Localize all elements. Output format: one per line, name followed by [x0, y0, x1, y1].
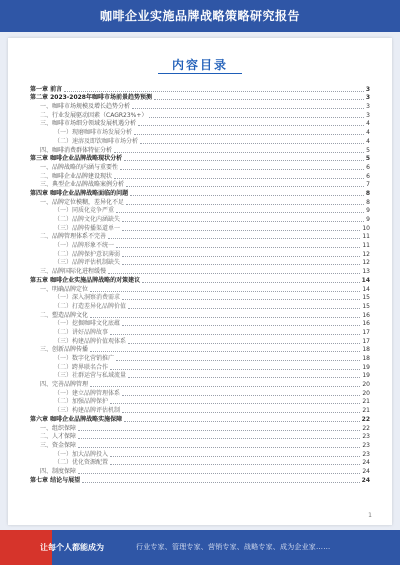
- toc-leader-dots: [82, 482, 360, 483]
- toc-entry-page: 12: [362, 259, 370, 267]
- toc-entry-page: 23: [362, 433, 370, 441]
- toc-entry-page: 17: [362, 328, 370, 336]
- toc-leader-dots: [78, 473, 360, 474]
- toc-entry[interactable]: [30, 467, 370, 476]
- toc-leader-dots: [122, 230, 360, 231]
- footer-slogan: 让每个人都能成为: [40, 543, 104, 552]
- toc-entry-title: 一、咖啡市场规模及增长趋势分析: [40, 103, 131, 111]
- toc-entry[interactable]: [30, 102, 370, 111]
- toc-leader-dots: [122, 256, 360, 257]
- toc-entry-page: 24: [362, 467, 370, 475]
- toc-leader-dots: [122, 325, 360, 326]
- toc-entry[interactable]: [30, 398, 370, 407]
- toc-entry-page: 4: [366, 137, 370, 145]
- toc-entry-title: 三、创新品牌传播: [40, 346, 89, 354]
- toc-entry-title: （三）构建品牌价值观体系: [54, 337, 127, 345]
- toc-entry-page: 14: [361, 276, 370, 284]
- toc-entry[interactable]: [30, 146, 370, 155]
- toc-entry-title: （二）跨界联名合作: [54, 363, 109, 371]
- toc-entry-page: 16: [362, 320, 370, 328]
- toc-entry-title: 二、品牌管理体系不完善: [40, 233, 107, 241]
- toc-entry-page: 15: [362, 302, 370, 310]
- toc-entry[interactable]: [30, 198, 370, 207]
- toc-entry-title: 第四章 咖啡企业品牌战略面临的问题: [30, 189, 129, 197]
- toc-leader-dots: [114, 178, 364, 179]
- toc-entry-page: 20: [362, 381, 370, 389]
- toc-leader-dots: [122, 299, 360, 300]
- toc-entry-page: 3: [365, 94, 370, 102]
- toc-leader-dots: [124, 421, 360, 422]
- toc-entry[interactable]: [30, 328, 370, 337]
- toc-leader-dots: [138, 125, 364, 126]
- toc-entry-title: 二、人才保障: [40, 433, 77, 441]
- toc-entry-page: 17: [362, 337, 370, 345]
- toc-entry[interactable]: [30, 276, 370, 285]
- toc-entry-page: 3: [366, 103, 370, 111]
- toc-leader-dots: [110, 464, 360, 465]
- footer-bar: [0, 530, 400, 565]
- toc-entry[interactable]: [30, 163, 370, 172]
- toc-entry-title: 四、咖啡消费群体特征分析: [40, 146, 113, 154]
- toc-entry[interactable]: [30, 389, 370, 398]
- toc-leader-dots: [90, 351, 360, 352]
- toc-entry-title: （二）品牌文化内涵缺失: [54, 216, 121, 223]
- toc-entry-page: 18: [362, 346, 370, 354]
- toc-entry-page: 13: [362, 268, 370, 276]
- report-title: 咖啡企业实施品牌战略策略研究报告: [99, 9, 300, 23]
- toc-entry-page: 19: [362, 372, 370, 380]
- toc-leader-dots: [78, 438, 360, 439]
- toc-entry-title: （一）同质化竞争严重: [54, 207, 115, 215]
- toc-leader-dots: [110, 456, 360, 457]
- toc-leader-dots: [128, 377, 360, 378]
- toc-leader-dots: [110, 334, 360, 335]
- toc-entry-title: （二）速溶及即饮咖啡市场分析: [54, 137, 139, 145]
- toc-entry-page: 21: [362, 407, 370, 415]
- toc-entry[interactable]: [30, 354, 370, 363]
- toc-entry[interactable]: [30, 189, 370, 198]
- toc-entry[interactable]: [30, 433, 370, 442]
- toc-entry-page: 22: [362, 424, 370, 432]
- toc-entry-title: （三）品牌评估机制缺失: [54, 259, 121, 267]
- toc-entry-title: 一、品牌定位模糊，差异化不足: [40, 198, 125, 206]
- toc-entry-title: 一、组织保障: [40, 424, 77, 432]
- toc-leader-dots: [122, 395, 360, 396]
- header-bar: [0, 0, 400, 32]
- toc-entry-page: 11: [362, 233, 370, 241]
- toc-entry[interactable]: [30, 450, 370, 459]
- toc-entry[interactable]: [30, 137, 370, 146]
- toc-leader-dots: [124, 160, 364, 161]
- toc-entry-title: 二、行业发展驱动因素（CAGR23%+）: [40, 111, 148, 119]
- toc-entry-page: 19: [362, 363, 370, 371]
- toc-leader-dots: [132, 108, 364, 109]
- toc-entry-page: 18: [362, 355, 370, 362]
- toc-entry[interactable]: [30, 233, 370, 242]
- toc-entry[interactable]: [30, 459, 370, 468]
- toc-leader-dots: [128, 308, 360, 309]
- toc-entry[interactable]: [30, 224, 370, 233]
- toc-entry-title: 三、品牌国际化进程缓慢: [40, 268, 107, 276]
- toc-leader-dots: [149, 117, 364, 118]
- toc-entry[interactable]: [30, 111, 370, 120]
- toc-entry[interactable]: [30, 406, 370, 415]
- toc-entry-title: （三）构建品牌评估机制: [54, 407, 121, 415]
- toc-leader-dots: [120, 169, 364, 170]
- toc-leader-dots: [154, 99, 364, 100]
- toc-entry-page: 21: [362, 398, 370, 406]
- footer-tagline: 行业专家、管理专家、营销专家、战略专家、成为企业家……: [136, 543, 331, 551]
- toc-entry-page: 16: [362, 311, 370, 319]
- toc-entry-title: 三、典型企业品牌战略案例分析: [40, 181, 125, 189]
- toc-leader-dots: [78, 447, 360, 448]
- toc-entry-page: 4: [366, 120, 370, 128]
- toc-entry-page: 6: [366, 172, 370, 180]
- toc-leader-dots: [108, 238, 360, 239]
- toc-entry-title: （一）现磨咖啡市场发展分析: [54, 129, 133, 137]
- toc-leader-dots: [90, 291, 360, 292]
- toc-leader-dots: [78, 430, 360, 431]
- toc-entry-title: （一）挖掘咖啡文化底蕴: [54, 320, 121, 328]
- toc-entry[interactable]: [30, 285, 370, 294]
- document-page: [8, 38, 392, 525]
- toc-entry[interactable]: [30, 181, 370, 190]
- toc-entry[interactable]: [30, 476, 370, 485]
- toc-entry-page: 9: [366, 216, 370, 223]
- toc-leader-dots: [110, 403, 360, 404]
- toc-entry[interactable]: [30, 207, 370, 216]
- toc-entry-page: 8: [365, 189, 370, 197]
- toc-entry-title: （二）品牌保护意识薄弱: [54, 250, 121, 258]
- toc-leader-dots: [114, 152, 364, 153]
- toc-entry[interactable]: [30, 415, 370, 424]
- toc-entry-title: （一）建立品牌管理体系: [54, 389, 121, 397]
- toc-entry[interactable]: [30, 172, 370, 181]
- toc-leader-dots: [142, 282, 360, 283]
- toc-leader-dots: [108, 273, 360, 274]
- toc-entry-title: 第七章 结论与展望: [30, 476, 81, 484]
- toc-entry[interactable]: [30, 302, 370, 311]
- toc-leader-dots: [90, 317, 360, 318]
- toc-entry[interactable]: [30, 85, 370, 94]
- toc-leader-dots: [126, 204, 364, 205]
- toc-entry[interactable]: [30, 424, 370, 433]
- toc-entry-title: 第六章 咖啡企业品牌战略实施保障: [30, 415, 123, 423]
- toc-leader-dots: [116, 247, 360, 248]
- toc-entry-title: （一）数字化营销推广: [54, 355, 115, 362]
- toc-entry[interactable]: [30, 441, 370, 450]
- toc-leader-dots: [134, 134, 364, 135]
- toc-entry-page: 3: [366, 111, 370, 119]
- toc-entry[interactable]: [30, 241, 370, 250]
- toc-entry-title: 四、制度保障: [40, 467, 77, 475]
- toc-leader-dots: [64, 91, 364, 92]
- toc-entry-title: （二）讲好品牌故事: [54, 328, 109, 336]
- toc-entry-title: 三、咖啡市场细分领域发展机遇分析: [40, 120, 137, 128]
- table-of-contents: [30, 85, 370, 485]
- toc-entry-title: （二）加强品牌保护: [54, 398, 109, 406]
- toc-entry-page: 22: [361, 415, 370, 423]
- toc-entry-page: 15: [362, 294, 370, 302]
- toc-entry-title: 三、资金保障: [40, 441, 77, 449]
- toc-entry[interactable]: [30, 259, 370, 268]
- toc-entry-title: 二、咖啡企业品牌建设现状: [40, 172, 113, 180]
- toc-entry-title: （一）加大品牌投入: [54, 450, 109, 458]
- toc-entry[interactable]: [30, 372, 370, 381]
- toc-entry[interactable]: [30, 128, 370, 137]
- toc-entry-title: （三）品牌传播渠道单一: [54, 224, 121, 232]
- toc-entry-page: 9: [366, 207, 370, 215]
- toc-entry[interactable]: [30, 337, 370, 346]
- toc-entry-page: 24: [362, 459, 370, 467]
- toc-leader-dots: [116, 212, 364, 213]
- toc-leader-dots: [128, 343, 360, 344]
- toc-entry-title: 第五章 咖啡企业实施品牌战略的对策建议: [30, 276, 141, 284]
- toc-leader-dots: [130, 195, 364, 196]
- toc-entry-page: 3: [365, 85, 370, 93]
- toc-leader-dots: [110, 369, 360, 370]
- toc-entry-title: （二）打造差异化品牌价值: [54, 302, 127, 310]
- toc-entry-page: 23: [362, 441, 370, 449]
- toc-entry[interactable]: [30, 267, 370, 276]
- toc-entry-page: 8: [366, 198, 370, 206]
- toc-entry-title: 第二章 2023-2028年咖啡市场前景趋势预测: [30, 94, 152, 102]
- toc-entry[interactable]: [30, 294, 370, 303]
- toc-title: 内容目录: [171, 58, 228, 72]
- toc-entry-title: （一）品牌形象不统一: [54, 242, 115, 250]
- toc-entry[interactable]: [30, 320, 370, 329]
- toc-entry-title: 二、塑造品牌文化: [40, 311, 89, 319]
- page-number: 1: [368, 512, 372, 519]
- toc-entry[interactable]: [30, 380, 370, 389]
- toc-entry[interactable]: [30, 155, 370, 164]
- toc-entry[interactable]: [30, 215, 370, 224]
- toc-entry-title: （二）优化资源配置: [54, 459, 109, 467]
- toc-entry-page: 11: [362, 242, 370, 250]
- toc-entry[interactable]: [30, 250, 370, 259]
- toc-leader-dots: [116, 360, 360, 361]
- toc-entry-page: 24: [361, 476, 370, 484]
- toc-entry-title: 第一章 前言: [30, 85, 63, 93]
- toc-entry-page: 12: [362, 250, 370, 258]
- toc-entry-title: 一、明确品牌定位: [40, 285, 89, 293]
- toc-entry-page: 6: [366, 163, 370, 171]
- toc-entry-page: 14: [362, 285, 370, 293]
- toc-entry-title: 四、完善品牌管理: [40, 381, 89, 389]
- toc-entry-page: 20: [362, 389, 370, 397]
- toc-entry-title: 一、品牌战略的内涵与重要性: [40, 163, 119, 171]
- toc-leader-dots: [90, 386, 360, 387]
- toc-entry[interactable]: [30, 363, 370, 372]
- toc-entry-page: 10: [362, 224, 370, 232]
- toc-entry-title: （三）社群运营与私域流量: [54, 372, 127, 380]
- toc-leader-dots: [126, 186, 364, 187]
- toc-entry[interactable]: [30, 311, 370, 320]
- toc-leader-dots: [122, 221, 364, 222]
- toc-leader-dots: [122, 264, 360, 265]
- toc-leader-dots: [140, 143, 364, 144]
- toc-entry[interactable]: [30, 120, 370, 129]
- toc-entry-page: 23: [362, 450, 370, 458]
- toc-entry-page: 5: [365, 155, 370, 163]
- toc-entry-page: 5: [366, 146, 370, 154]
- toc-entry-page: 4: [366, 129, 370, 137]
- toc-title-underline: [158, 73, 242, 74]
- toc-entry[interactable]: [30, 346, 370, 355]
- toc-leader-dots: [122, 412, 360, 413]
- toc-entry[interactable]: [30, 94, 370, 103]
- toc-entry-page: 7: [366, 181, 370, 189]
- toc-entry-title: （一）深入洞察消费需求: [54, 294, 121, 302]
- toc-entry-title: 第三章 咖啡企业品牌战略现状分析: [30, 155, 123, 163]
